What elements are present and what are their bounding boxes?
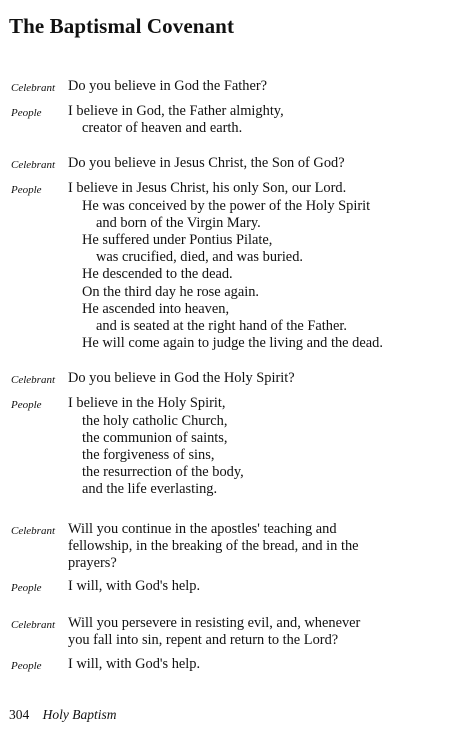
celebrant-row bbox=[0, 155, 474, 174]
celebrant-role-label: Celebrant bbox=[11, 619, 55, 632]
text-line: and the life everlasting. bbox=[82, 481, 218, 498]
text-line: the resurrection of the body, bbox=[82, 464, 244, 481]
text-line: creator of heaven and earth. bbox=[82, 120, 243, 137]
people-response bbox=[68, 103, 474, 137]
exchange-4 bbox=[0, 521, 474, 598]
celebrant-row bbox=[0, 78, 474, 97]
text-line: I believe in God, the Father almighty, bbox=[68, 103, 284, 119]
people-response bbox=[68, 656, 474, 673]
people-row bbox=[0, 103, 474, 137]
people-role-label: People bbox=[11, 399, 42, 412]
exchange-1 bbox=[0, 78, 474, 137]
text-line: I will, with God's help. bbox=[68, 655, 201, 672]
text-line: He ascended into heaven, bbox=[82, 300, 230, 317]
people-row bbox=[0, 180, 474, 352]
people-role-label: People bbox=[11, 107, 42, 119]
text-line: was crucified, died, and was buried. bbox=[96, 249, 303, 266]
celebrant-row bbox=[0, 370, 474, 389]
people-response bbox=[68, 395, 474, 498]
people-row bbox=[0, 395, 474, 498]
text-line: Do you believe in God the Holy Spirit? bbox=[68, 370, 295, 387]
celebrant-role-label: Celebrant bbox=[11, 159, 55, 172]
text-line: fellowship, in the breaking of the bread, and in the bbox=[68, 537, 359, 554]
people-response bbox=[68, 578, 474, 595]
celebrant-response bbox=[68, 521, 474, 573]
text-line: the communion of saints, bbox=[82, 429, 228, 446]
exchange-5 bbox=[0, 615, 474, 674]
page-footer bbox=[9, 707, 117, 723]
text-line: prayers? bbox=[68, 555, 117, 572]
page-title: The Baptismal Covenant bbox=[9, 14, 235, 38]
people-role-label: People bbox=[11, 582, 42, 595]
section-name: Holy Baptism bbox=[42, 707, 117, 722]
text-line: Do you believe in God the Father? bbox=[68, 78, 268, 94]
celebrant-response bbox=[68, 78, 474, 95]
exchange-3 bbox=[0, 370, 474, 498]
covenant-text bbox=[0, 78, 474, 693]
text-line: On the third day he rose again. bbox=[82, 283, 260, 300]
celebrant-response bbox=[68, 615, 474, 649]
exchange-2 bbox=[0, 155, 474, 352]
text-line: I will, with God's help. bbox=[68, 578, 201, 595]
text-line: Will you continue in the apostles' teaching and bbox=[68, 520, 337, 537]
text-line: Do you believe in Jesus Christ, the Son of God? bbox=[68, 155, 345, 172]
celebrant-role-label: Celebrant bbox=[11, 524, 55, 537]
celebrant-response bbox=[68, 370, 474, 387]
text-line: the holy catholic Church, bbox=[82, 412, 228, 429]
text-line: you fall into sin, repent and return to the Lord? bbox=[68, 632, 339, 649]
page-number: 304 bbox=[9, 707, 30, 722]
text-line: He will come again to judge the living and the dead. bbox=[82, 335, 383, 352]
celebrant-role-label: Celebrant bbox=[11, 374, 55, 387]
text-line: I believe in Jesus Christ, his only Son, our Lord. bbox=[68, 180, 347, 197]
celebrant-row bbox=[0, 521, 474, 573]
text-line: I believe in the Holy Spirit, bbox=[68, 395, 226, 412]
text-line: He was conceived by the power of the Holy Spirit bbox=[82, 197, 371, 214]
text-line: Will you persevere in resisting evil, and, whenever bbox=[68, 615, 361, 632]
celebrant-row bbox=[0, 615, 474, 649]
people-response bbox=[68, 180, 474, 352]
text-line: and is seated at the right hand of the Father. bbox=[96, 318, 347, 335]
celebrant-role-label: Celebrant bbox=[11, 82, 55, 94]
people-role-label: People bbox=[11, 659, 42, 672]
text-line: and born of the Virgin Mary. bbox=[96, 214, 261, 231]
people-row bbox=[0, 656, 474, 675]
text-line: the forgiveness of sins, bbox=[82, 447, 215, 464]
people-role-label: People bbox=[11, 184, 42, 197]
text-line: He suffered under Pontius Pilate, bbox=[82, 232, 273, 249]
text-line: He descended to the dead. bbox=[82, 266, 233, 283]
celebrant-response bbox=[68, 155, 474, 172]
people-row bbox=[0, 578, 474, 597]
